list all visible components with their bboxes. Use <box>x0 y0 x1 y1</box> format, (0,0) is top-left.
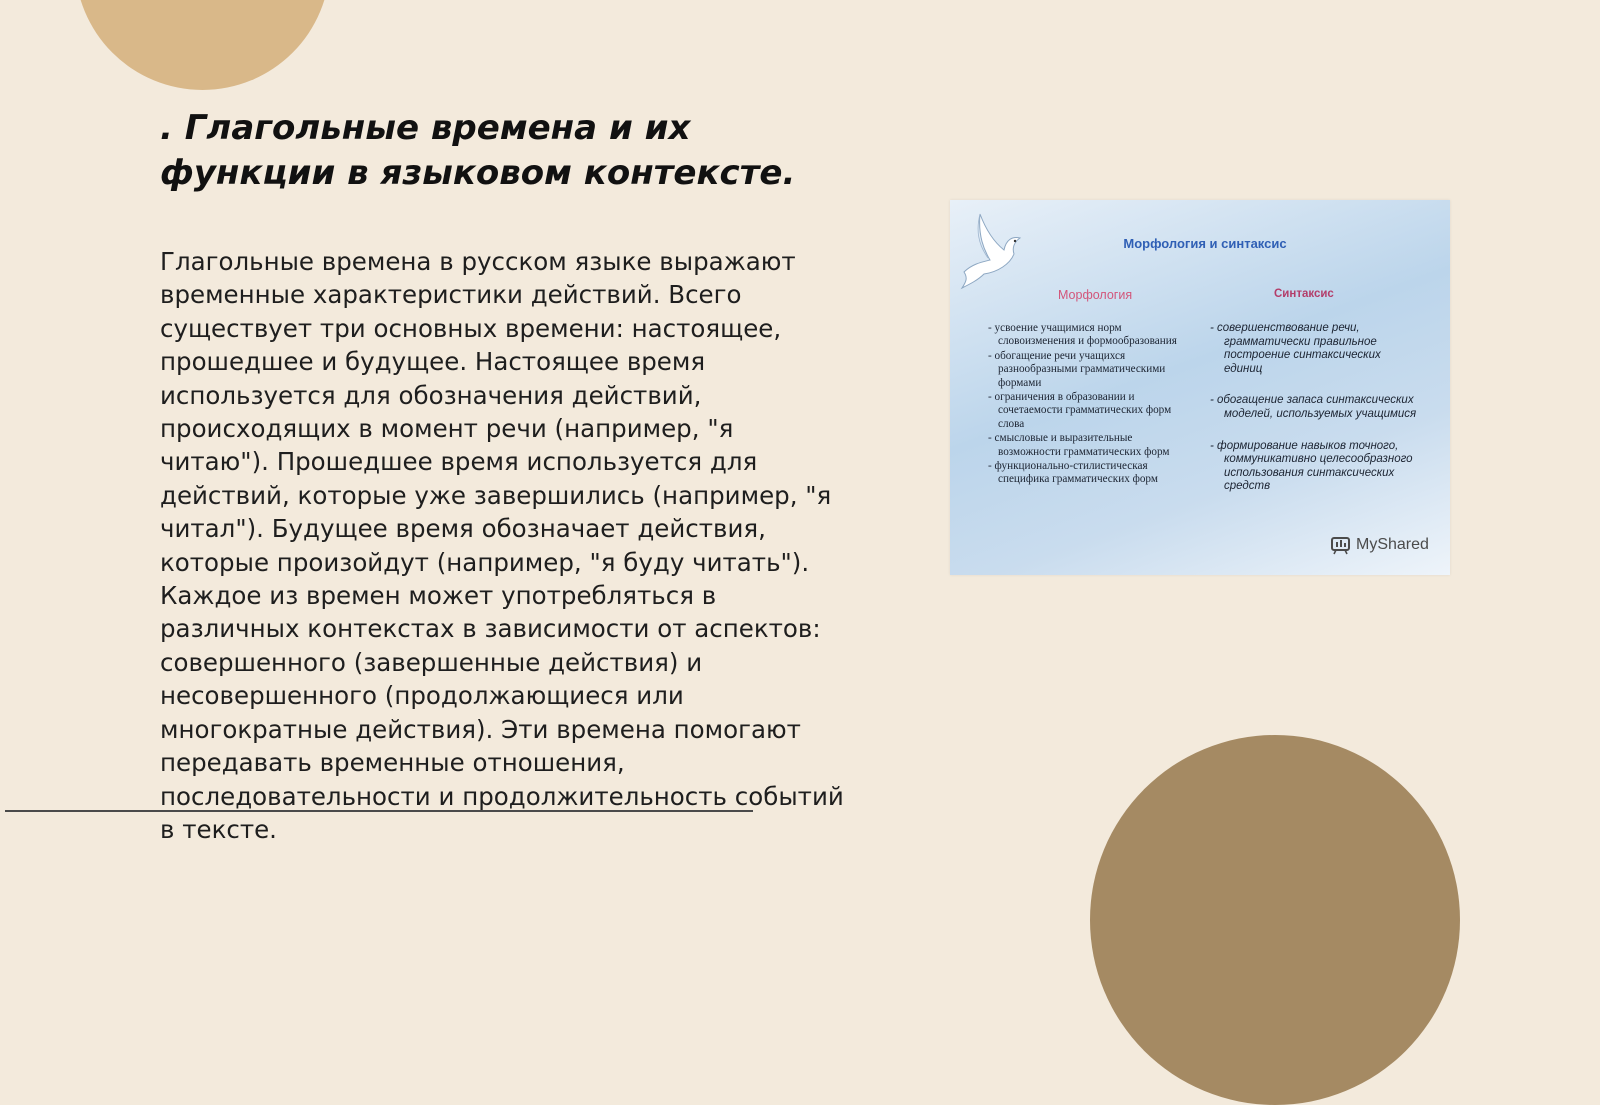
list-item: - обогащение речи учащихся разнообразными грамматическими формами <box>988 349 1166 389</box>
list-item: - совершенствование речи, грамматически правильное построение синтаксических единиц <box>1210 322 1381 375</box>
image-title: Морфология и синтаксис <box>1123 236 1287 251</box>
list-item: - ограничения в образовании и сочетаемости грамматических форм слова <box>988 391 1172 430</box>
watermark-text: MyShared <box>1356 536 1429 553</box>
list-item: - усвоение учащимися норм словоизменения и формообразования <box>988 322 1177 348</box>
slide-body-text: Глагольные времена в русском языке выражают временные характеристики действий. Всего существует три основных времени: настоящее, прошедшее и будущее. Настоящее время используется для обозначения действий, происходящих в момент речи (например, "я читаю"). Прошедшее время используется для действий, которые уже завершились (например, "я читал"). Будущее время обозначает действия, которые произойдут (например, "я буду читать"). Каждое из времен может употребляться в различных контекстах в зависимости от аспектов: совершенного (завершенные действия) и несовершенного (продолжающиеся или многократные действия). Эти времена помогают передавать временные отношения, последовательности и продолжительность событий в тексте. <box>160 247 844 844</box>
list-item: - обогащение запаса синтаксических моделей, используемых учащимися <box>1210 394 1417 420</box>
syntax-list <box>1208 322 1418 494</box>
dove-icon <box>954 202 1026 294</box>
slide-title: . Глагольные времена и их функции в языковом контексте. <box>160 108 796 193</box>
list-item: - смысловые и выразительные возможности грамматических форм <box>988 432 1170 458</box>
myshared-watermark <box>1330 535 1429 555</box>
list-item: - функционально-стилистическая специфика грамматических форм <box>988 460 1158 486</box>
decorative-circle-top <box>75 0 330 90</box>
divider-line <box>5 810 753 812</box>
myshared-logo-icon <box>1330 535 1352 555</box>
morphology-list <box>980 322 1195 488</box>
syntax-heading: Синтаксис <box>1274 288 1334 300</box>
morphology-heading: Морфология <box>1058 288 1133 302</box>
decorative-circle-bottom <box>1090 735 1460 1105</box>
list-item: - формирование навыков точного, коммуникативно целесообразного использования синтаксических средств <box>1210 439 1413 493</box>
embedded-slide-image <box>950 200 1450 575</box>
